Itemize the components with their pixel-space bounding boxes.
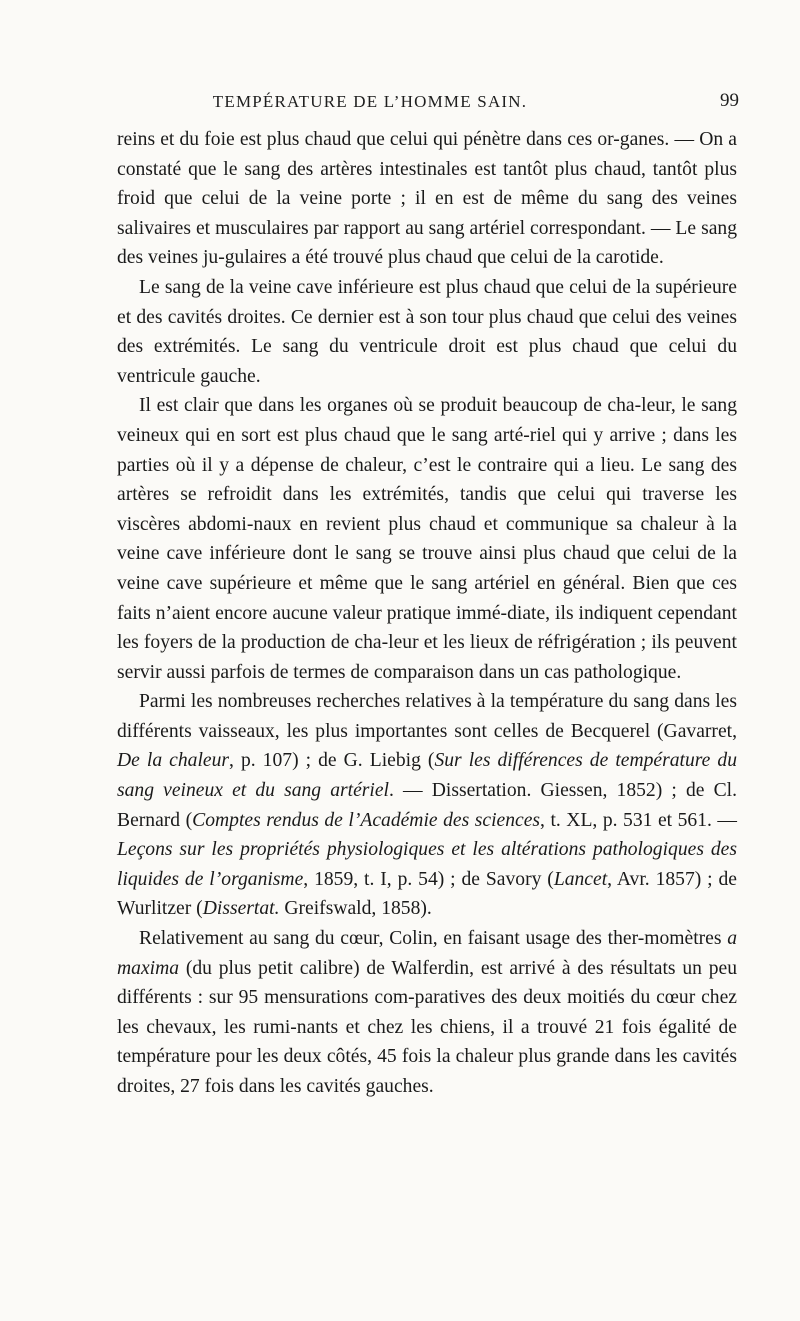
page-number: 99 (720, 90, 739, 111)
paragraph-1 (117, 125, 737, 273)
italic-title: Lancet (553, 868, 608, 890)
paragraph-5 (117, 924, 737, 1102)
text-run: Relativement au sang du cœur, Colin, en faisant usage des ther-momètres (139, 928, 728, 950)
paragraph-2 (117, 273, 737, 391)
text-run: (du plus petit calibre) de Walferdin, est arrivé à des résultats un peu différents : sur 95 mensurations com-paratives des deux moitiés du cœur chez les chevaux, les rumi-nants et chez les chiens, il a trouvé 21 fois égalité de température pour les deux côtés, 45 fois la chaleur plus grande dans les cavités droites, 27 fois dans les cavités gauches. (117, 957, 737, 1097)
text-run: Greifswald, 1858). (279, 898, 432, 920)
italic-title: De la chaleur (117, 750, 230, 772)
text-run: , Avr. 1857) ; de Wurlitzer ( (117, 868, 737, 920)
italic-title: Dissertat. (202, 898, 280, 920)
body-text (117, 125, 737, 1102)
running-title: TEMPÉRATURE DE L’HOMME SAIN. (212, 92, 528, 111)
text-run: , t. XL, p. 531 et 561. — (540, 809, 738, 831)
text-run: reins et du foie est plus chaud que celui qui pénètre dans ces or-ganes. — On a constaté que le sang des artères intestinales est tantôt plus chaud, tantôt plus froid que celui de la veine porte ; il en est de même du sang des veines salivaires et musculaires par rapport au sang artériel correspondant. — Le sang des veines ju-gulaires a été trouvé plus chaud que celui de la carotide. (117, 129, 737, 269)
paragraph-4 (117, 687, 737, 924)
text-run: , 1859, t. I, p. 54) ; de Savory ( (303, 868, 554, 890)
text-run: Parmi les nombreuses recherches relatives à la température du sang dans les différents vaisseaux, les plus importantes sont celles de Becquerel (Gavarret, (117, 691, 737, 742)
italic-title: Comptes rendus de l’Académie des sciences (192, 809, 541, 831)
text-run: . — Dissertation. Giessen, 1852) ; de Cl. Bernard ( (117, 780, 737, 831)
text-run: Le sang de la veine cave inférieure est plus chaud que celui de la supérieure et des cavités droites. Ce dernier est à son tour plus chaud que celui des veines des extrémités. Le sang du ventricule droit est plus chaud que celui du ventricule gauche. (117, 276, 737, 387)
paragraph-3 (117, 391, 737, 687)
text-run: Il est clair que dans les organes où se produit beaucoup de cha-leur, le sang veineux qui en sort est plus chaud que le sang arté-riel qui y arrive ; dans les parties où il y a dépense de chaleur, c’est le contraire qui a lieu. Le sang des artères se refroidit dans les extrémités, tandis que celui qui traverse les viscères abdomi-naux en revient plus chaud et communique sa chaleur à la veine cave inférieure dont le sang se trouve ainsi plus chaud que celui de la veine cave supérieure et même que le sang artériel en général. Bien que ces faits n’aient encore aucune valeur pratique immé-diate, ils indiquent cependant les foyers de la production de cha-leur et les lieux de réfrigération ; ils peuvent servir aussi parfois de termes de comparaison dans un cas pathologique. (117, 395, 737, 683)
italic-title: Sur les différences de température du sang veineux et du sang artériel (117, 750, 737, 802)
text-run: , p. 107) ; de G. Liebig ( (229, 750, 435, 772)
italic-term: a maxima (117, 928, 737, 979)
italic-title: Leçons sur les propriétés physiologiques et les altérations pathologiques des liquides de l’organisme (117, 839, 737, 890)
